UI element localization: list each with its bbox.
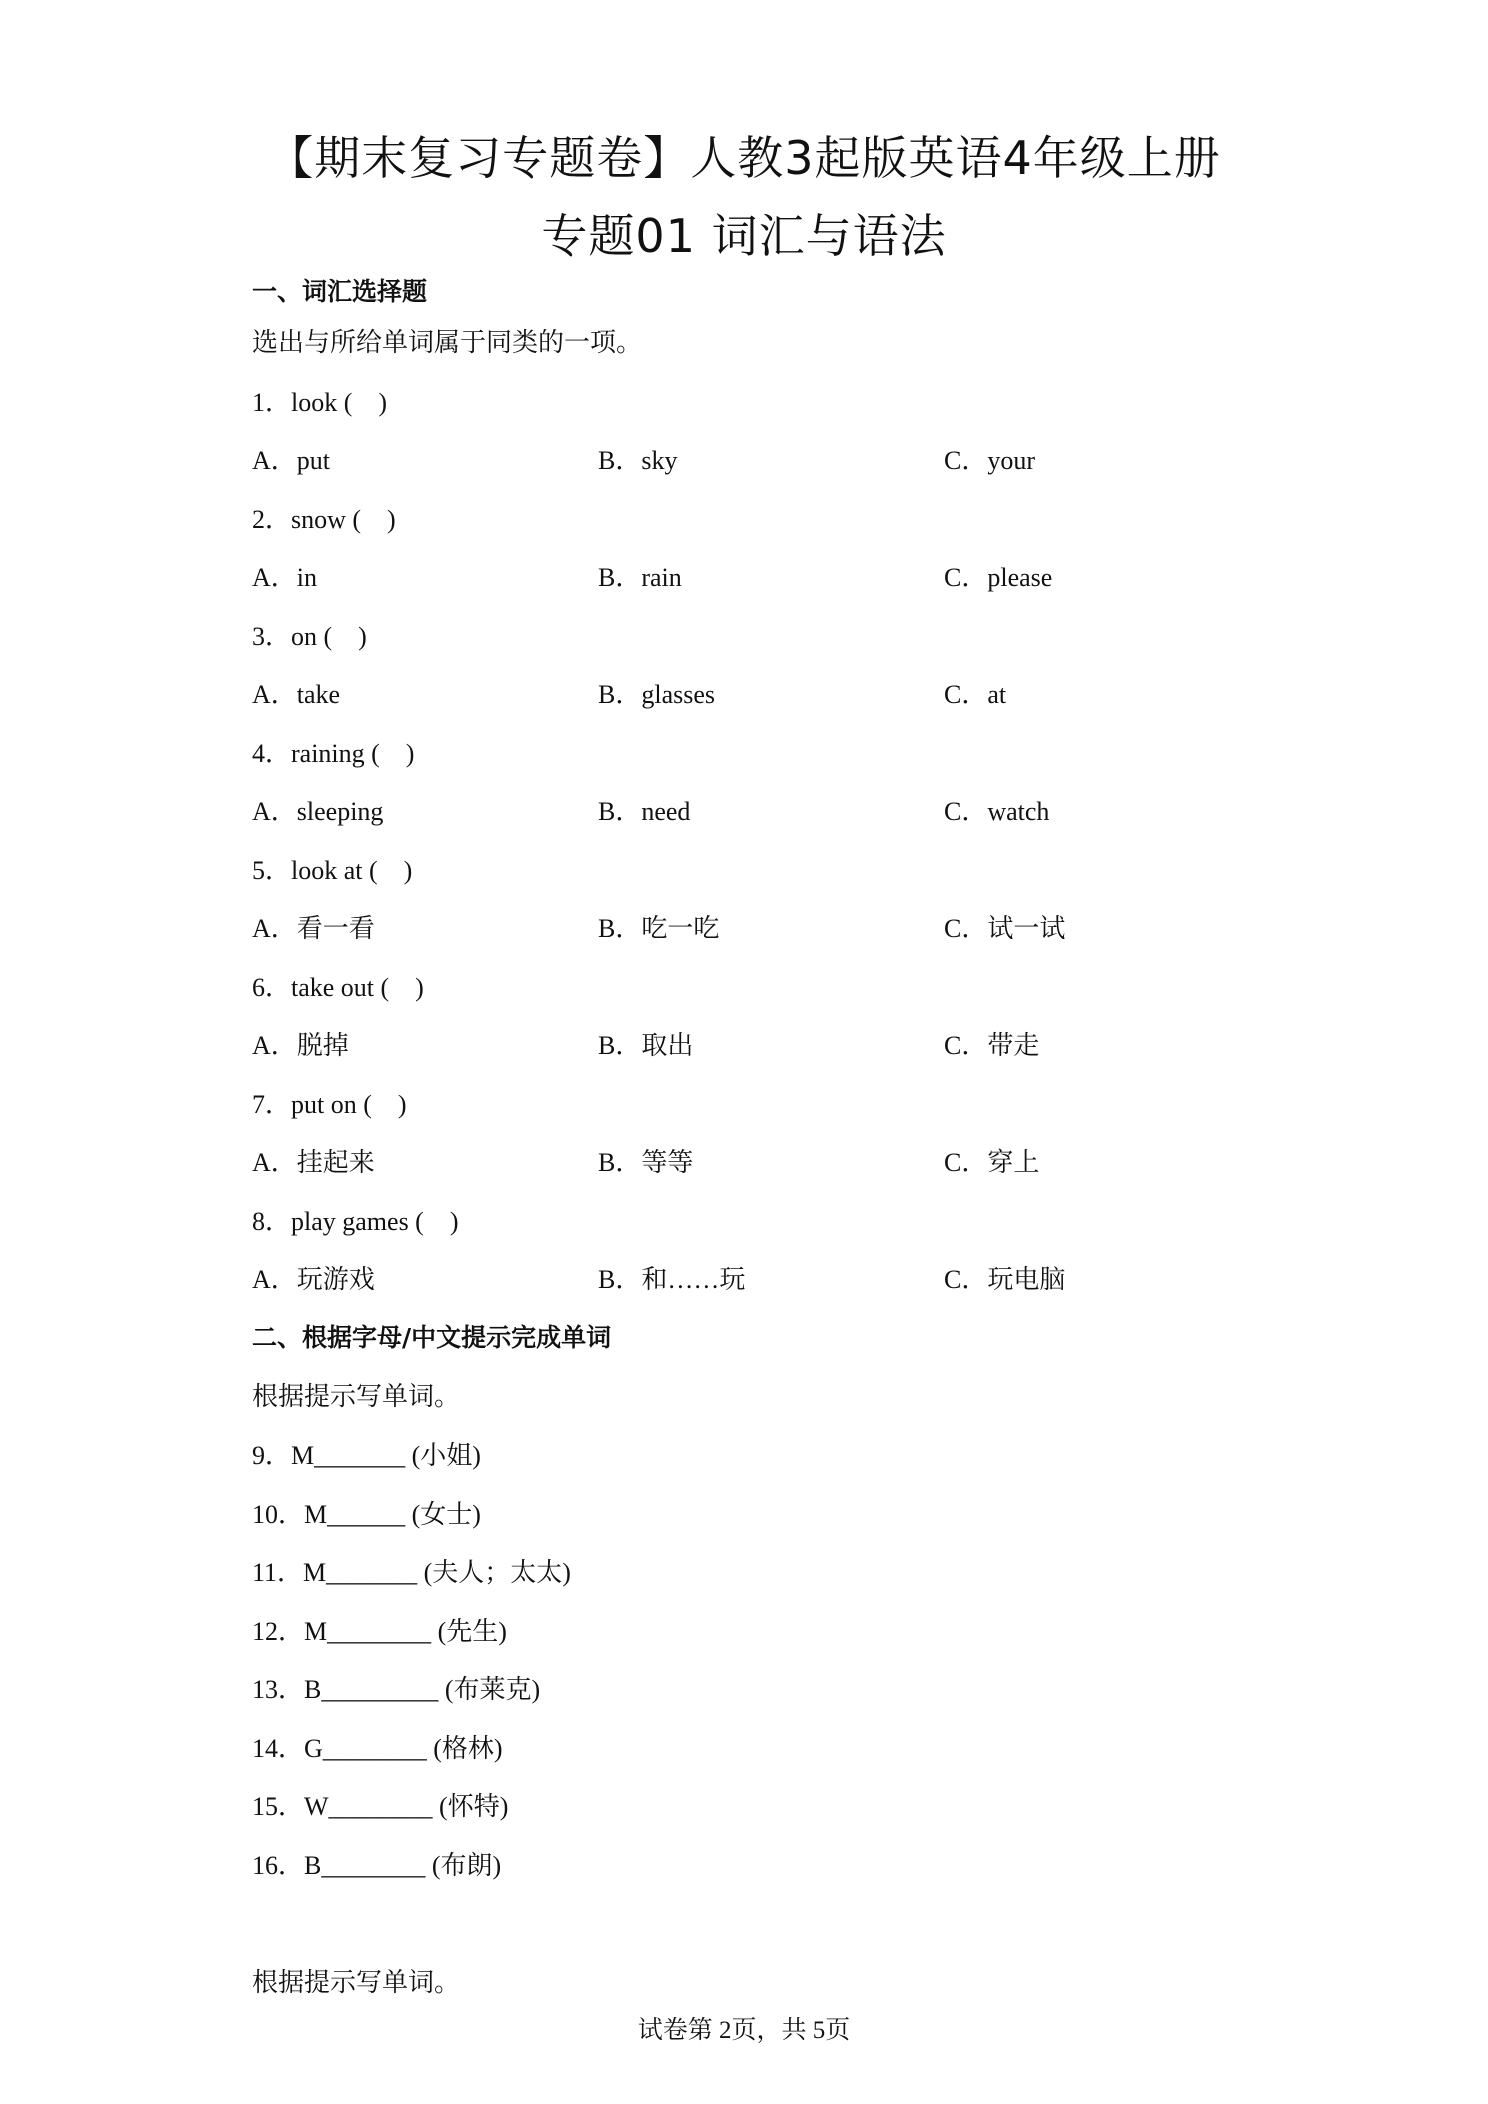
option-c: C．试一试 (944, 914, 1066, 943)
fill-item: 16．B________ (布朗) (252, 1851, 502, 1880)
fill-item: 10．M______ (女士) (252, 1500, 481, 1529)
option-b: B．等等 (598, 1148, 694, 1177)
option-c: C．at (944, 680, 1007, 709)
question-stem: 8．play games ( ) (252, 1207, 459, 1236)
fill-item: 9．M_______ (小姐) (252, 1441, 481, 1470)
option-a: A．挂起来 (252, 1148, 375, 1177)
question-stem: 3．on ( ) (252, 622, 367, 651)
option-b: B．glasses (598, 680, 716, 709)
fill-item: 15．W________ (怀特) (252, 1792, 509, 1821)
option-c: C．玩电脑 (944, 1265, 1066, 1294)
option-c: C．your (944, 446, 1036, 475)
option-b: B．rain (598, 563, 682, 592)
option-a: A．put (252, 446, 331, 475)
option-a: A．in (252, 563, 318, 592)
page-footer: 试卷第 2页，共 5页 (637, 2017, 851, 2044)
question-stem: 2．snow ( ) (252, 505, 396, 534)
option-c: C．please (944, 563, 1053, 592)
option-b: B．sky (598, 446, 678, 475)
question-stem: 7．put on ( ) (252, 1090, 407, 1119)
option-c: C．带走 (944, 1031, 1040, 1060)
option-a: A．脱掉 (252, 1031, 349, 1060)
fill-item: 13．B_________ (布莱克) (252, 1675, 541, 1704)
option-a: A．take (252, 680, 341, 709)
question-stem: 6．take out ( ) (252, 973, 424, 1002)
option-a: A．看一看 (252, 914, 375, 943)
section2-instruction: 根据提示写单词。 (252, 1382, 461, 1411)
option-b: B．吃一吃 (598, 914, 720, 943)
section2-heading: 二、根据字母/中文提示完成单词 (252, 1323, 612, 1352)
fill-item: 14．G________ (格林) (252, 1734, 503, 1763)
section2-instruction-repeat: 根据提示写单词。 (252, 1968, 461, 1997)
option-c: C．watch (944, 797, 1050, 826)
option-b: B．和……玩 (598, 1265, 746, 1294)
option-a: A．玩游戏 (252, 1265, 375, 1294)
option-b: B．取出 (598, 1031, 694, 1060)
section1-instruction: 选出与所给单词属于同类的一项。 (252, 328, 643, 357)
fill-item: 11．M_______ (夫人；太太) (252, 1558, 571, 1587)
question-stem: 5．look at ( ) (252, 856, 413, 885)
question-stem: 4．raining ( ) (252, 739, 415, 768)
fill-item: 12．M________ (先生) (252, 1617, 507, 1646)
option-c: C．穿上 (944, 1148, 1040, 1177)
question-stem: 1．look ( ) (252, 388, 388, 417)
page-title: 【期末复习专题卷】人教3起版英语4年级上册 (267, 131, 1221, 185)
section1-heading: 一、词汇选择题 (252, 277, 428, 306)
option-a: A．sleeping (252, 797, 384, 826)
option-b: B．need (598, 797, 691, 826)
page-subtitle: 专题01 词汇与语法 (541, 209, 947, 263)
